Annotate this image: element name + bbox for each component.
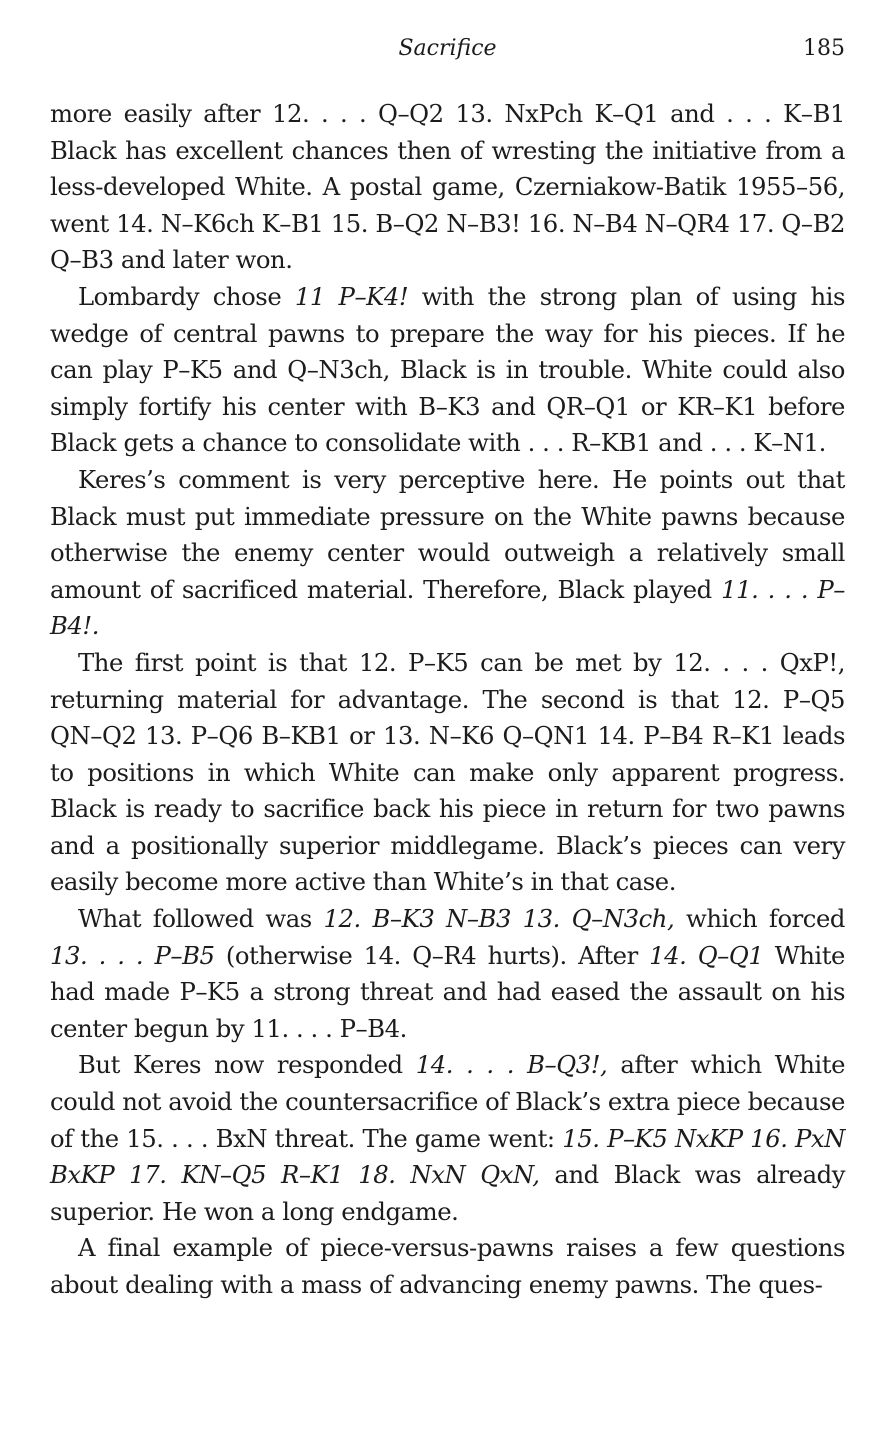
move-notation: 15. P–K5 NxKP 16. PxN BxKP 17. KN–Q5 R–K1 18. NxN QxN,	[50, 1123, 845, 1190]
paragraph	[50, 645, 845, 901]
move-notation: 12. B–K3 N–B3 13. Q–N3ch,	[323, 904, 675, 934]
text-run: White had made P–K5 a strong threat and had eased the assault on his center begun by 11. . . . P–B4.	[50, 940, 845, 1043]
move-notation: 11 P–K4!	[294, 281, 409, 311]
text-run: more easily after 12. . . . Q–Q2 13. NxPch K–Q1 and . . . K–B1 Black has excellent chances then of wresting the initiative from a less-developed White. A postal game, Czerniakow-Batik 1955–56, went 14. N–K6ch K–B1 15. B–Q2 N–B3! 16. N–B4 N–QR4 17. Q–B2 Q–B3 and later won.	[50, 99, 845, 275]
move-notation: 14. . . . B–Q3!,	[415, 1050, 608, 1080]
move-notation: 11. . . . P–B4!.	[50, 574, 845, 641]
text-run: A final example of piece-versus-pawns raises a few questions about dealing with a mass of advancing enemy pawns. The ques-	[50, 1233, 845, 1299]
move-notation: 14. Q–Q1	[649, 940, 764, 970]
body-text	[50, 96, 845, 1304]
text-run: Keres’s comment is very perceptive here. He points out that Black must put immediate pressure on the White pawns because otherwise the enemy center would outweigh a relatively small amount of sacrificed material. Therefore, Black played	[50, 464, 845, 604]
text-run: with the strong plan of using his wedge of central pawns to prepare the way for his pieces. If he can play P–K5 and Q–N3ch, Black is in trouble. White could also simply fortify his center with B–K3 and QR–Q1 or KR–K1 before Black gets a chance to consolidate with . . . R–KB1 and . . . K–N1.	[50, 281, 845, 458]
text-run: (otherwise 14. Q–R4 hurts). After	[214, 940, 650, 970]
page-number: 185	[803, 36, 845, 61]
paragraph	[50, 901, 845, 1047]
paragraph	[50, 1230, 845, 1303]
running-head	[50, 36, 845, 70]
text-run: The first point is that 12. P–K5 can be met by 12. . . . QxP!, returning material for advantage. The second is that 12. P–Q5 QN–Q2 13. P–Q6 B–KB1 or 13. N–K6 Q–QN1 14. P–B4 R–K1 leads to positions in which White can make only apparent progress. Black is ready to sacrifice back his piece in return for two pawns and a positionally superior middlegame. Black’s pieces can very easily become more active than White’s in that case.	[50, 647, 845, 897]
move-notation: 13. . . . P–B5	[50, 940, 215, 970]
text-run: Lombardy chose	[78, 281, 295, 311]
paragraph	[50, 279, 845, 462]
text-run: But Keres now responded	[78, 1050, 416, 1080]
paragraph	[50, 1047, 845, 1230]
text-run: which forced	[674, 904, 845, 934]
text-run: What followed was	[78, 904, 324, 934]
paragraph	[50, 462, 845, 645]
text-run: and Black was already superior. He won a long endgame.	[50, 1160, 845, 1226]
paragraph	[50, 96, 845, 279]
text-run: after which White could not avoid the countersacrifice of Black’s extra piece because of the 15. . . . BxN threat. The game went:	[50, 1050, 845, 1153]
running-title: Sacrifice	[398, 36, 497, 61]
